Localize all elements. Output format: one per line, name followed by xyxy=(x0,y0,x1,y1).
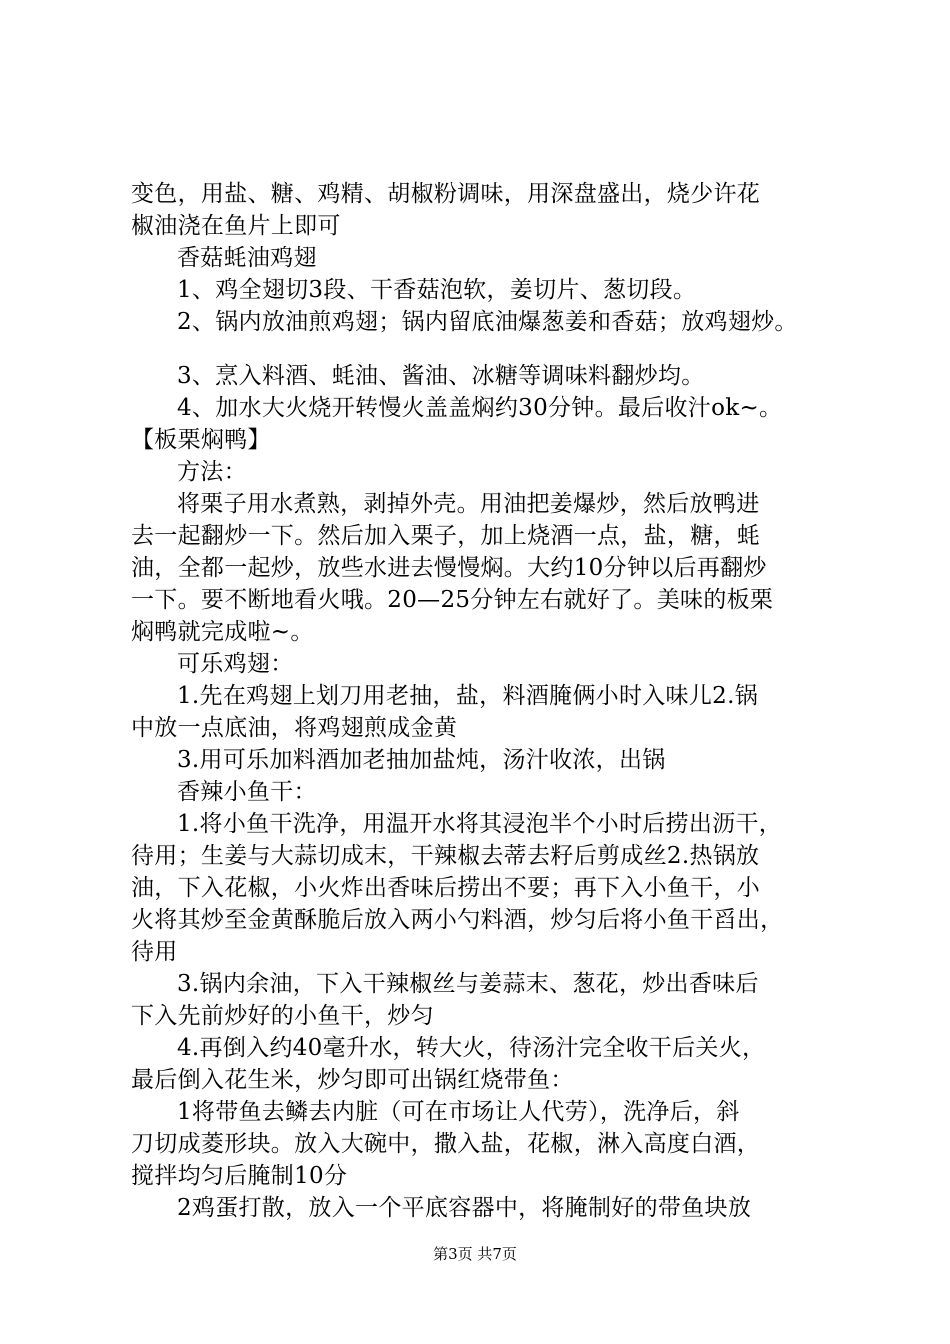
text-line: 焖鸭就完成啦~。 xyxy=(131,619,314,645)
text-line: 待用；生姜与大蒜切成末，干辣椒去蒂去籽后剪成丝2.热锅放 xyxy=(131,843,760,869)
text-line: 油，全都一起炒，放些水进去慢慢焖。大约10分钟以后再翻炒 xyxy=(131,555,767,581)
text-line: 香辣小鱼干： xyxy=(177,779,317,805)
text-line: 3.用可乐加料酒加老抽加盐炖，汤汁收浓，出锅 xyxy=(177,747,666,773)
text-line: 1、鸡全翅切3段、干香菇泡软，姜切片、葱切段。 xyxy=(177,277,697,303)
text-line: 2、锅内放油煎鸡翅；锅内留底油爆葱姜和香菇；放鸡翅炒。 xyxy=(177,309,798,335)
page-footer: 第3页 共7页 xyxy=(433,1245,517,1263)
text-line: 3、烹入料酒、蚝油、酱油、冰糖等调味料翻炒均。 xyxy=(177,363,705,389)
text-line: 1.将小鱼干洗净，用温开水将其浸泡半个小时后捞出沥干， xyxy=(177,811,783,837)
text-line: 待用 xyxy=(131,939,178,965)
text-line: 1.先在鸡翅上划刀用老抽，盐，料酒腌俩小时入味儿2.锅 xyxy=(177,683,758,709)
text-line: 1将带鱼去鳞去内脏（可在市场让人代劳），洗净后，斜 xyxy=(177,1099,740,1125)
text-line: 可乐鸡翅： xyxy=(177,651,294,677)
text-line: 油，下入花椒，小火炸出香味后捞出不要；再下入小鱼干，小 xyxy=(131,875,761,901)
text-line: 火将其炒至金黄酥脆后放入两小勺料酒，炒匀后将小鱼干舀出， xyxy=(131,907,784,933)
text-line: 3.锅内余油，下入干辣椒丝与姜蒜末、葱花，炒出香味后 xyxy=(177,971,759,997)
text-line: 香菇蚝油鸡翅 xyxy=(177,245,317,271)
text-line: 搅拌均匀后腌制10分 xyxy=(131,1163,348,1189)
text-line: 刀切成菱形块。放入大碗中，撒入盐，花椒，淋入高度白酒， xyxy=(131,1131,761,1157)
text-line: 去一起翻炒一下。然后加入栗子，加上烧酒一点，盐，糖，蚝 xyxy=(131,523,761,549)
text-line: 椒油浇在鱼片上即可 xyxy=(131,213,341,239)
text-line: 4、加水大火烧开转慢火盖盖焖约30分钟。最后收汁ok~。 xyxy=(177,395,783,421)
text-line: 下入先前炒好的小鱼干，炒匀 xyxy=(131,1003,434,1029)
blank-line xyxy=(131,338,831,360)
text-line: 2鸡蛋打散，放入一个平底容器中，将腌制好的带鱼块放 xyxy=(177,1195,752,1221)
text-line: 最后倒入花生米，炒匀即可出锅红烧带鱼： xyxy=(131,1067,574,1093)
document-body xyxy=(131,178,831,1224)
text-line: 将栗子用水煮熟，剥掉外壳。用油把姜爆炒，然后放鸭进 xyxy=(177,491,760,517)
text-line: 方法： xyxy=(177,459,247,485)
text-line: 【板栗焖鸭】 xyxy=(131,427,271,453)
text-line: 一下。要不断地看火哦。20—25分钟左右就好了。美味的板栗 xyxy=(131,587,774,613)
text-line: 变色，用盐、糖、鸡精、胡椒粉调味，用深盘盛出，烧少许花 xyxy=(131,181,761,207)
text-line: 4.再倒入约40毫升水，转大火，待汤汁完全收干后关火， xyxy=(177,1035,766,1061)
text-line: 中放一点底油，将鸡翅煎成金黄 xyxy=(131,715,458,741)
